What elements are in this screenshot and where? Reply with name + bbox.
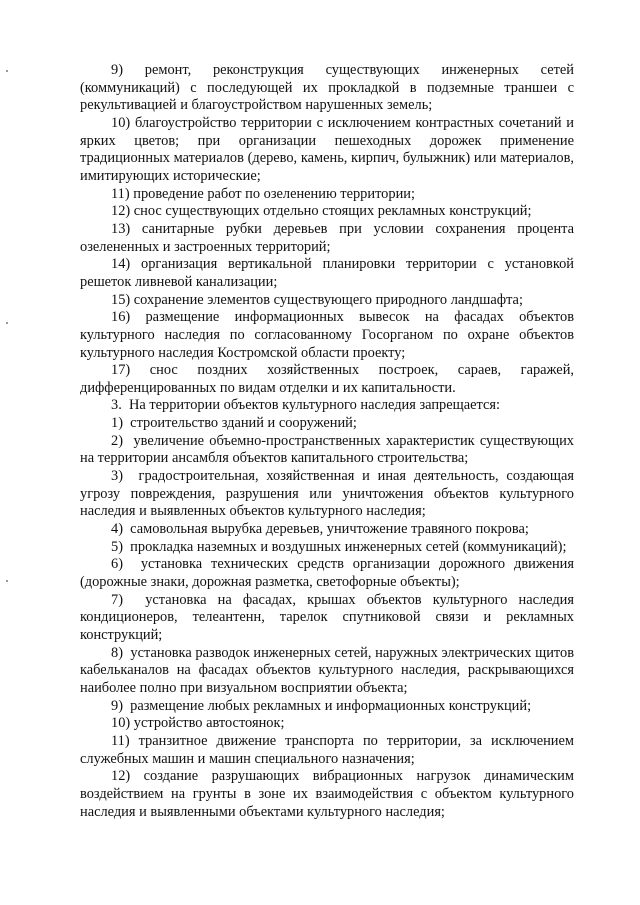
list-item-10-landscaping: 10) благоустройство территории с исключением контрастных сочетаний и ярких цветов; при организации пешеходных дорожек применение традиционных материалов (дерево, камень, кирпич, булыжник) или материалов, имитирующих исторические; <box>80 114 574 184</box>
scan-speck <box>6 70 8 72</box>
list-item-9-repair-networks: 9) ремонт, реконструкция существующих инженерных сетей (коммуникаций) с последующей их прокладкой в подземные траншеи с рекультивацией и благоустройством нарушенных земель; <box>80 62 574 114</box>
prohibited-item-1: 1) строительство зданий и сооружений; <box>111 415 357 432</box>
list-item-16-info-signs: 16) размещение информационных вывесок на фасадах объектов культурного наследия по согласованному Госорганом по охране объектов культурного наследия Костромской области проекту; <box>80 309 574 361</box>
section-3-heading: 3. На территории объектов культурного наследия запрещается: <box>111 397 500 414</box>
prohibited-item-7: 7) установка на фасадах, крышах объектов культурного наследия кондиционеров, телеантенн, тарелок спутниковой связи и рекламных конструкций; <box>80 591 574 643</box>
list-item-14-vertical-planning: 14) организация вертикальной планировки территории с установкой решеток ливневой канализации; <box>80 256 574 290</box>
prohibited-item-12: 12) создание разрушающих вибрационных нагрузок динамическим воздействием на грунты в зоне их взаимодействия с объектом культурного наследия и выявленными объектами культурного наследия; <box>80 768 574 820</box>
prohibited-item-9: 9) размещение любых рекламных и информационных конструкций; <box>111 697 532 714</box>
prohibited-item-6: 6) установка технических средств организации дорожного движения (дорожные знаки, дорожная разметка, светофорные объекты); <box>80 556 574 591</box>
list-item-13-sanitary-felling: 13) санитарные рубки деревьев при условии сохранения процента озелененных и застроенных территорий; <box>80 220 574 255</box>
scan-speck <box>6 322 8 324</box>
prohibited-item-11: 11) транзитное движение транспорта по территории, за исключением служебных машин и машин специального назначения; <box>80 732 574 767</box>
list-item-11-greening: 11) проведение работ по озеленению территории; <box>111 185 415 202</box>
list-item-15-landscape-preservation: 15) сохранение элементов существующего природного ландшафта; <box>111 291 523 308</box>
prohibited-item-3: 3) градостроительная, хозяйственная и иная деятельность, создающая угрозу повреждения, разрушения или уничтожения объектов культурного наследия и выявленных объектов культурного наследия; <box>80 468 574 520</box>
prohibited-item-2: 2) увеличение объемно-пространственных характеристик существующих на территории ансамбля объектов капитального строительства; <box>80 432 574 467</box>
document-page <box>80 62 574 821</box>
prohibited-item-8: 8) установка разводок инженерных сетей, наружных электрических щитов кабельканалов на фасадах объектов культурного наследия, раскрывающихся наиболее полно при визуальном восприятии объекта; <box>80 644 574 696</box>
list-item-12-remove-ads: 12) снос существующих отдельно стоящих рекламных конструкций; <box>111 203 532 220</box>
list-item-17-demolition: 17) снос поздних хозяйственных построек, сараев, гаражей, дифференцированных по видам отделки и их капитальности. <box>80 362 574 396</box>
prohibited-item-10: 10) устройство автостоянок; <box>111 715 285 732</box>
prohibited-item-5: 5) прокладка наземных и воздушных инженерных сетей (коммуникаций); <box>111 538 567 555</box>
prohibited-item-4: 4) самовольная вырубка деревьев, уничтожение травяного покрова; <box>111 521 529 538</box>
scan-speck <box>6 580 8 582</box>
